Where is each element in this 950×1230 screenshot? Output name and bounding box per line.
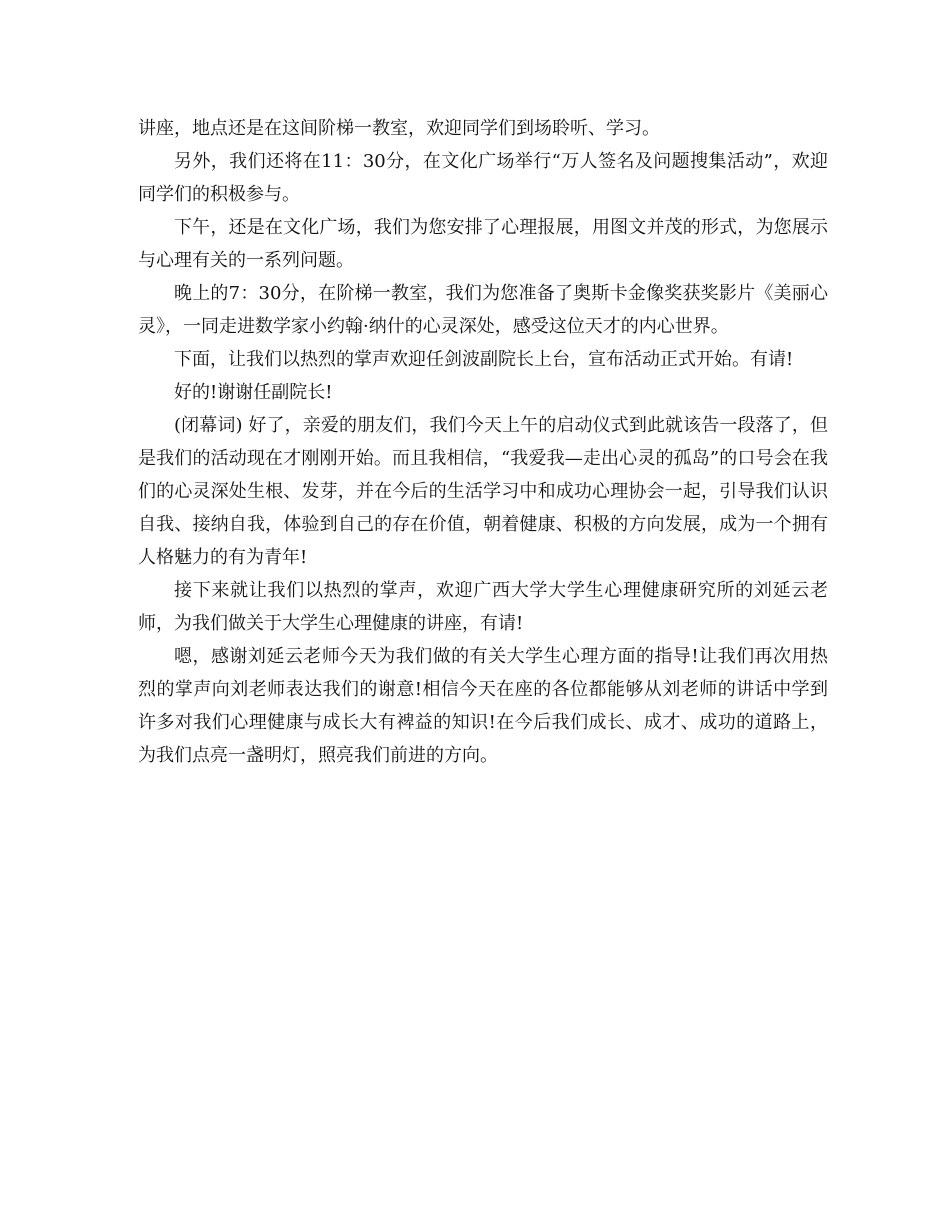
paragraph-welcome-lecturer: 接下来就让我们以热烈的掌声，欢迎广西大学大学生心理健康研究所的刘延云老师，为我们做关于大学生心理健康的讲座，有请! xyxy=(138,580,828,634)
paragraph-signature-activity: 另外，我们还将在11：30分，在文化广场举行“万人签名及问题搜集活动”，欢迎同学们的积极参与。 xyxy=(138,151,828,205)
paragraph-afternoon-exhibit: 下午，还是在文化广场，我们为您安排了心理报展，用图文并茂的形式，为您展示与心理有关的一系列问题。 xyxy=(138,217,828,271)
paragraph-welcome-vice-dean: 下面，让我们以热烈的掌声欢迎任剑波副院长上台，宣布活动正式开始。有请! xyxy=(174,349,794,370)
paragraph-thanks-lecturer: 嗯，感谢刘延云老师今天为我们做的有关大学生心理方面的指导!让我们再次用热烈的掌声向刘老师表达我们的谢意!相信今天在座的各位都能够从刘老师的讲话中学到许多对我们心理健康与成长大有裨益的知识!在今后我们成长、成才、成功的道路上，为我们点亮一盏明灯，照亮我们前进的方向。 xyxy=(138,646,828,766)
paragraph-thanks-vice-dean: 好的!谢谢任副院长! xyxy=(174,382,333,403)
paragraph-lecture-location: 讲座，地点还是在这间阶梯一教室，欢迎同学们到场聆听、学习。 xyxy=(138,118,660,139)
paragraph-closing-speech: (闭幕词) 好了，亲爱的朋友们，我们今天上午的启动仪式到此就该告一段落了，但是我们的活动现在才刚刚开始。而且我相信，“我爱我—走出心灵的孤岛”的口号会在我们的心灵深处生根、发芽，并在今后的生活学习中和成功心理协会一起，引导我们认识自我、接纳自我，体验到自己的存在价值，朝着健康、积极的方向发展，成为一个拥有人格魅力的有为青年! xyxy=(138,415,828,568)
document-body xyxy=(138,112,828,772)
paragraph-evening-film: 晚上的7：30分，在阶梯一教室，我们为您准备了奥斯卡金像奖获奖影片《美丽心灵》，一同走进数学家小约翰·纳什的心灵深处，感受这位天才的内心世界。 xyxy=(138,283,828,337)
